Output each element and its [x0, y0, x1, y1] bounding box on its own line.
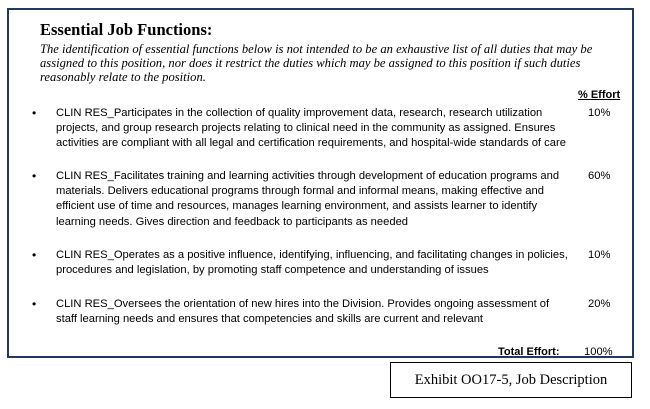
function-effort: 20%	[588, 298, 611, 310]
bullet-icon: •	[32, 297, 37, 311]
total-effort-value: 100%	[584, 346, 613, 358]
effort-column-header: % Effort	[578, 89, 621, 101]
function-description: CLIN RES_Facilitates training and learning activities through development of education programs and materials. Delivers educational programs through formal and informal means, making effective and efficient use of time and resources, manages learning environment, and assists learner to identify learning needs. Gives direction and feedback to participants as needed	[56, 170, 560, 228]
function-description: CLIN RES_Oversees the orientation of new hires into the Division. Provides ongoing assessment of staff learning needs and ensures that competencies and skills are current and relevant	[56, 298, 550, 326]
function-item	[0, 106, 640, 166]
function-effort: 10%	[588, 107, 611, 119]
function-effort: 60%	[588, 170, 611, 182]
function-description: CLIN RES_Participates in the collection of quality improvement data, research, research utilization projects, and group research projects relating to clinical need in the community as assigned. Ensures activities are compliant with all legal and certification requirements, and hospital-wide standards of care	[56, 107, 566, 150]
section-heading: Essential Job Functions:	[40, 20, 213, 39]
bullet-icon: •	[32, 169, 37, 183]
intro-paragraph: The identification of essential functions below is not intended to be an exhaustive list of all duties that may be assigned to this position, nor does it restrict the duties which may be assigned to this position if such duties reasonably relate to the position.	[40, 42, 593, 85]
total-effort-label: Total Effort:	[498, 346, 560, 358]
function-effort: 10%	[588, 249, 611, 261]
exhibit-caption: Exhibit OO17-5, Job Description	[390, 362, 632, 398]
function-description: CLIN RES_Operates as a positive influence, identifying, influencing, and facilitating changes in policies, procedures and legislation, by promoting staff competence and understanding of issues	[56, 249, 568, 277]
bullet-icon: •	[32, 106, 37, 120]
function-item	[0, 169, 640, 229]
bullet-icon: •	[32, 248, 37, 262]
